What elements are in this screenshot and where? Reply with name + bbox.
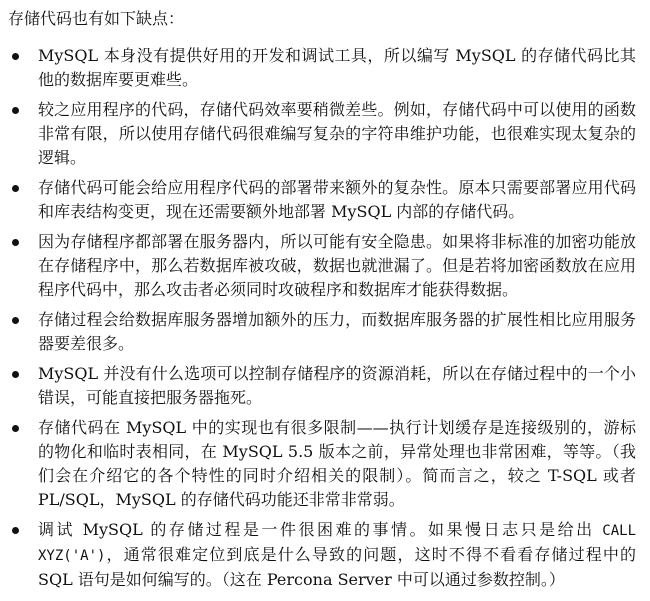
bullet-icon — [12, 107, 19, 114]
list-item — [8, 44, 640, 92]
list-item-text-before: 调试 MySQL 的存储过程是一件很困难的事情。如果慢日志只是给出 — [38, 520, 603, 539]
bullet-icon — [12, 239, 19, 246]
disadvantages-list — [8, 44, 640, 592]
bullet-icon — [12, 317, 19, 324]
list-item-text: MySQL 本身没有提供好用的开发和调试工具，所以编写 MySQL 的存储代码比其他的数据库要更难些。 — [38, 46, 636, 89]
section-heading: 存储代码也有如下缺点： — [8, 9, 185, 28]
list-item — [8, 176, 640, 224]
list-item — [8, 98, 640, 170]
bullet-icon — [12, 53, 19, 60]
list-item — [8, 518, 640, 592]
list-item — [8, 416, 640, 512]
inline-code: CALL XYZ('A') — [38, 523, 636, 564]
bullet-icon — [12, 425, 19, 432]
list-item-text-after: ，通常很难定位到底是什么导致的问题，这时不得不看看存储过程中的 SQL 语句是如何编写的。（这在 Percona Server 中可以通过参数控制。） — [38, 545, 636, 589]
bullet-icon — [12, 371, 19, 378]
bullet-icon — [12, 185, 19, 192]
list-item-text: 存储过程会给数据库服务器增加额外的压力，而数据库服务器的扩展性相比应用服务器要差很多。 — [38, 310, 636, 353]
list-item-text: 较之应用程序的代码，存储代码效率要稍微差些。例如，存储代码中可以使用的函数非常有限，所以使用存储代码很难编写复杂的字符串维护功能，也很难实现太复杂的逻辑。 — [38, 100, 636, 167]
list-item — [8, 362, 640, 410]
list-item — [8, 308, 640, 356]
list-item-text: 存储代码可能会给应用程序代码的部署带来额外的复杂性。原本只需要部署应用代码和库表结构变更，现在还需要额外地部署 MySQL 内部的存储代码。 — [38, 178, 636, 221]
list-item-text: 存储代码在 MySQL 中的实现也有很多限制——执行计划缓存是连接级别的，游标的物化和临时表相同，在 MySQL 5.5 版本之前，异常处理也非常困难，等等。（我们会在介绍它的各个特性的同时介绍相关的限制）。简而言之，较之 T-SQL 或者 PL/SQL，MySQL 的存储代码功能还非常非常弱。 — [38, 418, 636, 509]
list-item — [8, 230, 640, 302]
bullet-icon — [12, 527, 19, 534]
list-item-text: 因为存储程序都部署在服务器内，所以可能有安全隐患。如果将非标准的加密功能放在存储程序中，那么若数据库被攻破，数据也就泄漏了。但是若将加密函数放在应用程序代码中，那么攻击者必须同时攻破程序和数据库才能获得数据。 — [38, 232, 636, 299]
list-item-text: MySQL 并没有什么选项可以控制存储程序的资源消耗，所以在存储过程中的一个小错误，可能直接把服务器拖死。 — [38, 364, 636, 407]
